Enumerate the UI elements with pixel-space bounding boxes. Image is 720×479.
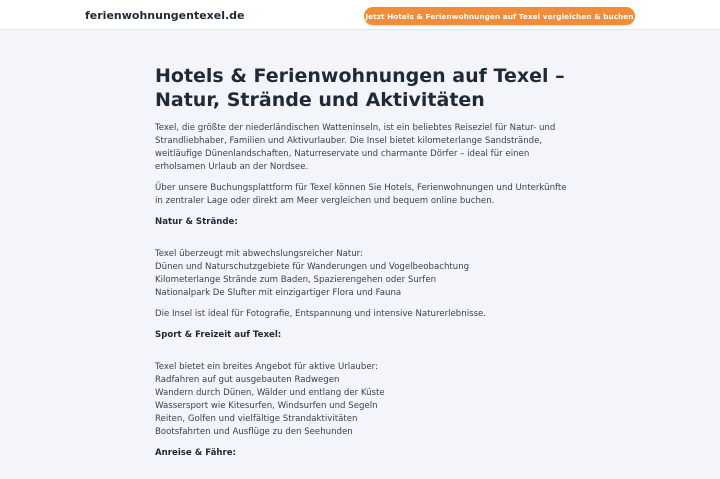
list-item: Kilometerlange Strände zum Baden, Spazierengehen oder Surfen (155, 275, 437, 285)
page-title (155, 64, 575, 112)
list-item: Dünen und Naturschutzgebiete für Wanderungen und Vogelbeobachtung (155, 262, 470, 272)
nature-closing-paragraph: Die Insel ist ideal für Fotografie, Entspannung und intensive Naturerlebnisse. (155, 309, 487, 319)
list-item: Texel bietet ein breites Angebot für aktive Urlauber: (155, 362, 378, 372)
site-logo-link[interactable]: ferienwohnungentexel.de (85, 9, 245, 22)
sport-heading: Sport & Freizeit auf Texel: (155, 330, 282, 340)
compare-and-book-button[interactable]: Jetzt Hotels & Ferienwohnungen auf Texel vergleichen & buchen (364, 7, 635, 25)
list-item: Radfahren auf gut ausgebauten Radwegen (155, 375, 340, 385)
nature-list (155, 248, 575, 300)
arrival-heading: Anreise & Fähre: (155, 448, 236, 458)
nature-heading: Natur & Strände: (155, 217, 238, 227)
list-item: Nationalpark De Slufter mit einzigartiger Flora und Fauna (155, 288, 402, 298)
list-item: Wandern durch Dünen, Wälder und entlang der Küste (155, 388, 385, 398)
booking-paragraph: Über unsere Buchungsplattform für Texel können Sie Hotels, Ferienwohnungen und Unterkünfte in zentraler Lage oder direkt am Meer vergleichen und bequem online buchen. (155, 183, 567, 206)
list-item: Texel überzeugt mit abwechslungsreicher Natur: (155, 249, 363, 259)
top-navigation-bar (0, 0, 720, 30)
main-content (155, 64, 575, 479)
list-item: Bootsfahrten und Ausflüge zu den Seehunden (155, 427, 353, 437)
list-item: Reiten, Golfen und vielfältige Strandaktivitäten (155, 414, 358, 424)
list-item: Wassersport wie Kitesurfen, Windsurfen und Segeln (155, 401, 378, 411)
sport-list (155, 361, 575, 439)
page-title-line-1: Hotels & Ferienwohnungen auf Texel – (155, 65, 565, 87)
page-title-line-2: Natur, Strände und Aktivitäten (155, 89, 485, 111)
intro-paragraph: Texel, die größte der niederländischen Watteninseln, ist ein beliebtes Reiseziel für Natur- und Strandliebhaber, Familien und Aktivurlauber. Die Insel bietet kilometerlange Sandstrände, weitläufige Dünenlandschaften, Naturreservate und charmante Dörfer – ideal für einen erholsamen Urlaub an der Nordsee. (155, 123, 556, 172)
